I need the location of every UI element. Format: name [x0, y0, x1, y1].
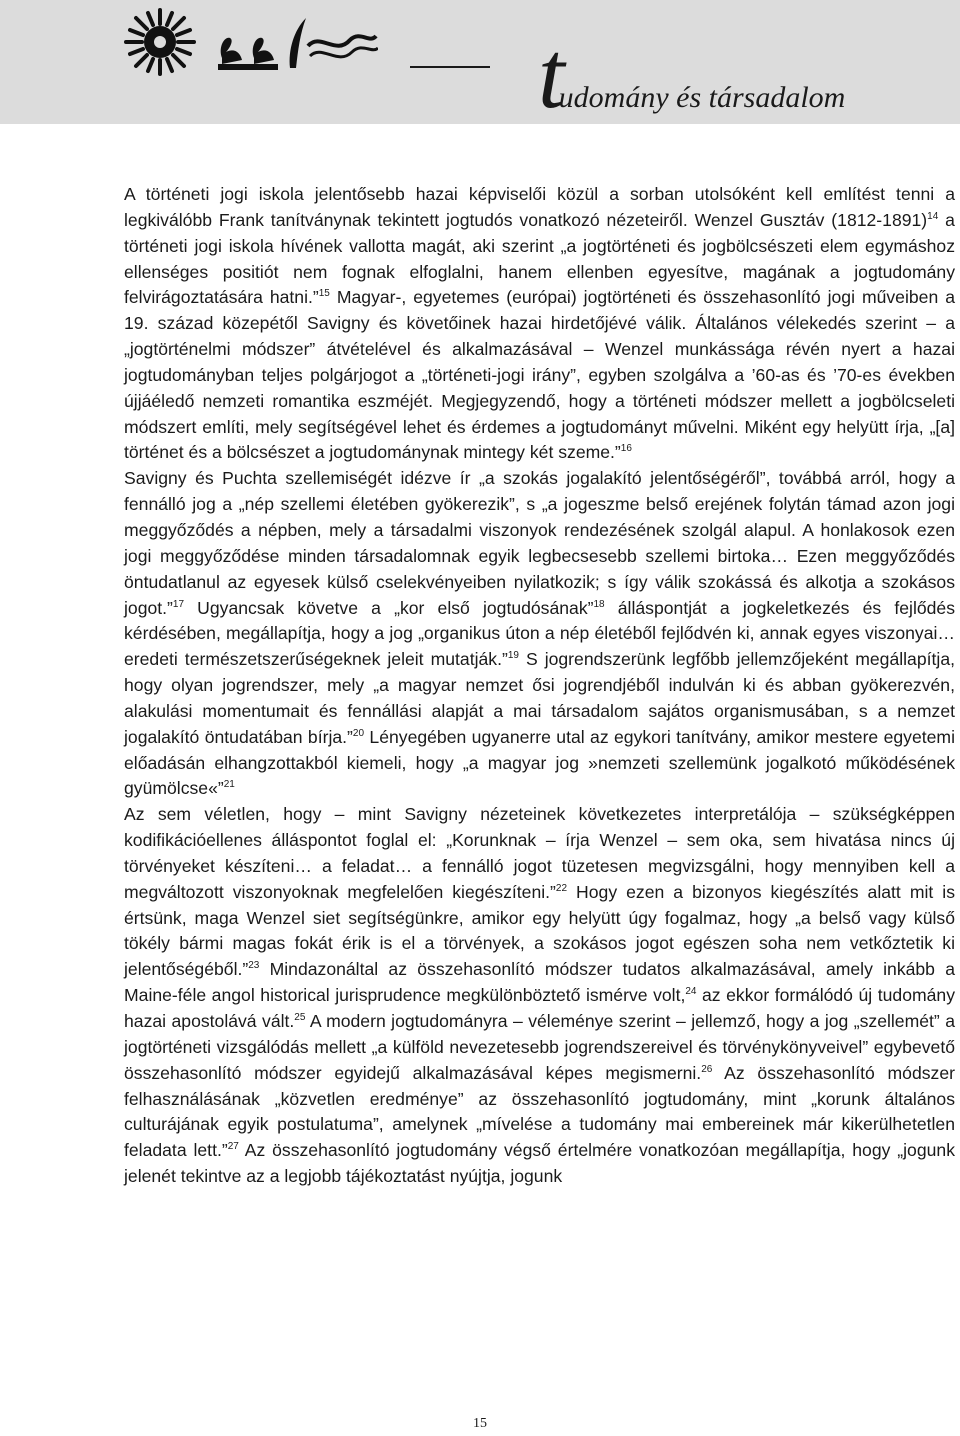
paragraph-text: S jogrendszerünk legfőbb jellemzőjeként megállapítja, hogy olyan jogrendszer, mely „a magyar nemzet ősi jogrendjéből indulván ki és abban gyökerezvén, alakulási momentumait és fennállási alapját a mai társadalom sajátos organismusában, s a nemzet jogalakító öntudatában bírja.” — [124, 649, 955, 747]
feather-ornament-icon — [290, 18, 306, 68]
paragraph-text: A modern jogtudományra – véleménye szerint – jellemző, hogy a jog „szellemét” a jogtörténeti vizsgálódás mellett „a külföld nevezetesebb jogrendszereivel és törvénykönyveivel” egybevető összehasonlító módszer egyidejű alkalmazásával képes megismerni. — [124, 1011, 956, 1083]
page-number: 15 — [473, 1416, 487, 1431]
paragraph-text: Az összehasonlító jogtudomány végső értelmére vonatkozóan megállapítja, hogy „jogunk jelenét tekintve az a legjobb tájékoztatást nyújtja, jogunk — [124, 1140, 955, 1187]
paragraph-text: Savigny és Puchta szellemiségét idézve ír „a szokás jogalakító jelentőségéről”, továbbá arról, hogy a fennálló jog a „nép szellemi életében gyökerezik”, s „a jogeszme belső erejének folytán támad azon jogi meggyőződés a népben, mely a társadalmi viszonyok rendezésének szolgál alapul. A honlakosok ezen jogi meggyőződése minden társadalomnak egyik legbecsesebb szellemi birtoka… Ezen meggyőződés öntudatlanul az egyesek külső cselekvényeiben nyilatkozik; s így válik szokássá és alkotja a szokásos jogot.” — [124, 468, 955, 618]
title-rest: udomány és társadalom — [558, 81, 846, 114]
swans-ornament-icon — [218, 38, 278, 70]
paragraph-text: Mindazonáltal az összehasonlító módszer tudatos alkalmazásával, amely inkább a Maine-féle angol historical jurisprudence megkülönböztető ismérve volt, — [124, 959, 955, 1006]
footnote-marker: 24 — [685, 986, 697, 998]
footnote-marker: 20 — [352, 727, 365, 739]
paragraph — [124, 466, 955, 802]
footnote-marker: 19 — [507, 650, 519, 662]
header-ornaments — [118, 6, 378, 78]
paragraph-text: a történeti jogi iskola hívének vallotta magát, aki szerint „a jogtörténeti és jogbölcsészeti elem egymáshoz ellenséges positiót nem fognak elfoglalni, hanem ellenben egyesítve, magának a jogtudomány felvirágoztatására hatni.” — [124, 209, 955, 308]
paragraph-text: Az sem véletlen, hogy – mint Savigny nézeteinek következetes interpretálója – szükségképpen kodifikációellenes álláspontot foglal el: „Korunknak – írja Wenzel – sem oka, sem hivatása nincs új törvényeket készíteni… a feladat… a fennálló jogot tüzetesen megvizsgálni, hogy mennyiben kell a megváltozott viszonyoknak megfelelően kiegészíteni.” — [124, 804, 955, 902]
footnote-marker: 27 — [227, 1141, 239, 1153]
footnote-marker: 17 — [172, 598, 185, 610]
page-header — [0, 0, 960, 128]
paragraph-text: Ugyancsak követve a „kor első jogtudósának” — [184, 597, 594, 618]
scroll-ornament-icon — [308, 36, 378, 57]
title-initial: t — [538, 21, 561, 128]
article-body — [124, 182, 955, 1190]
footnote-marker: 22 — [555, 882, 568, 894]
paragraph — [124, 182, 955, 466]
sun-ornament-icon — [126, 10, 194, 74]
footnote-marker: 14 — [927, 210, 939, 222]
footnote-marker: 26 — [701, 1063, 713, 1075]
paragraph-text: álláspontját a jogkeletkezés és fejlődés kérdésében, megállapítja, hogy a jog „organikus úton a nép életéből fejlődvén ki, annak egyes viszonyai… eredeti természetszerűségeknek jeleit mutatják.” — [124, 597, 955, 670]
paragraph-text: Az összehasonlító módszer felhasználásának „közvetlen eredménye” az összehasonlító jogtudomány, mint „korunk általános culturájának egyik postulatuma”, amelynek „mívelése a tudomány mai embereinek már kikerülhetetlen feladata lett.” — [124, 1062, 955, 1161]
paragraph — [124, 802, 955, 1190]
section-title — [538, 21, 847, 128]
footnote-marker: 16 — [620, 443, 632, 455]
footnote-marker: 23 — [248, 960, 260, 972]
footnote-marker: 21 — [223, 779, 235, 791]
paragraph-text: Lényegében ugyanerre utal az egykori tanítvány, amikor mestere egyetemi előadásán elhangzottakból kiemeli, hogy „a magyar jog »nemzeti szellemünk jogalkotó működésének gyümölcse«” — [124, 726, 955, 799]
footnote-marker: 15 — [318, 288, 330, 300]
paragraph-text: A történeti jogi iskola jelentősebb hazai képviselői közül a sorban utolsóként kell említést tenni a legkiválóbb Frank tanítványnak tekintett jogtudós vonatkozó nézeteiről. Wenzel Gusztáv (1812-1891) — [124, 184, 955, 230]
header-rule — [410, 66, 490, 68]
paragraph-text: az ekkor formálódó új tudomány hazai apostolává vált. — [124, 985, 955, 1031]
paragraph-text: Magyar-, egyetemes (európai) jogtörténeti és összehasonlító jogi műveiben a 19. század közepétől Savigny és követőinek hazai hirdetőjévé válik. Általános vélekedés szerint – a „jogtörténelmi módszer” átvételével és alkalmazásával – Wenzel munkássága révén nyert a hazai jogtudományban teljes polgárjogot a „történeti-jogi irány”, egyben szolgálva a ’60-as és ’70-es években újjáéledő nemzeti romantika eszméjét. Megjegyzendő, hogy a történeti módszer mellett a jogbölcseleti módszert említi, mely segítségével lehet és érdemes a jogtudományt művelni. Miként egy helyütt írja, „[a] történet és a bölcsészet a jogtudománynak mintegy két szeme.” — [124, 287, 955, 463]
footnote-marker: 18 — [593, 598, 605, 610]
paragraph-text: Hogy ezen a bizonyos kiegészítés alatt mit is értsünk, maga Wenzel siet segítségünkre, amikor egy helyütt úgy fogalmaz, hogy „a belső vagy külső tökély bármi magas fokát érik is el a törvények, a szokásos jogot egészen soha nem vetkőztetik ki jelentőségéből.” — [124, 881, 955, 980]
footnote-marker: 25 — [294, 1012, 306, 1024]
